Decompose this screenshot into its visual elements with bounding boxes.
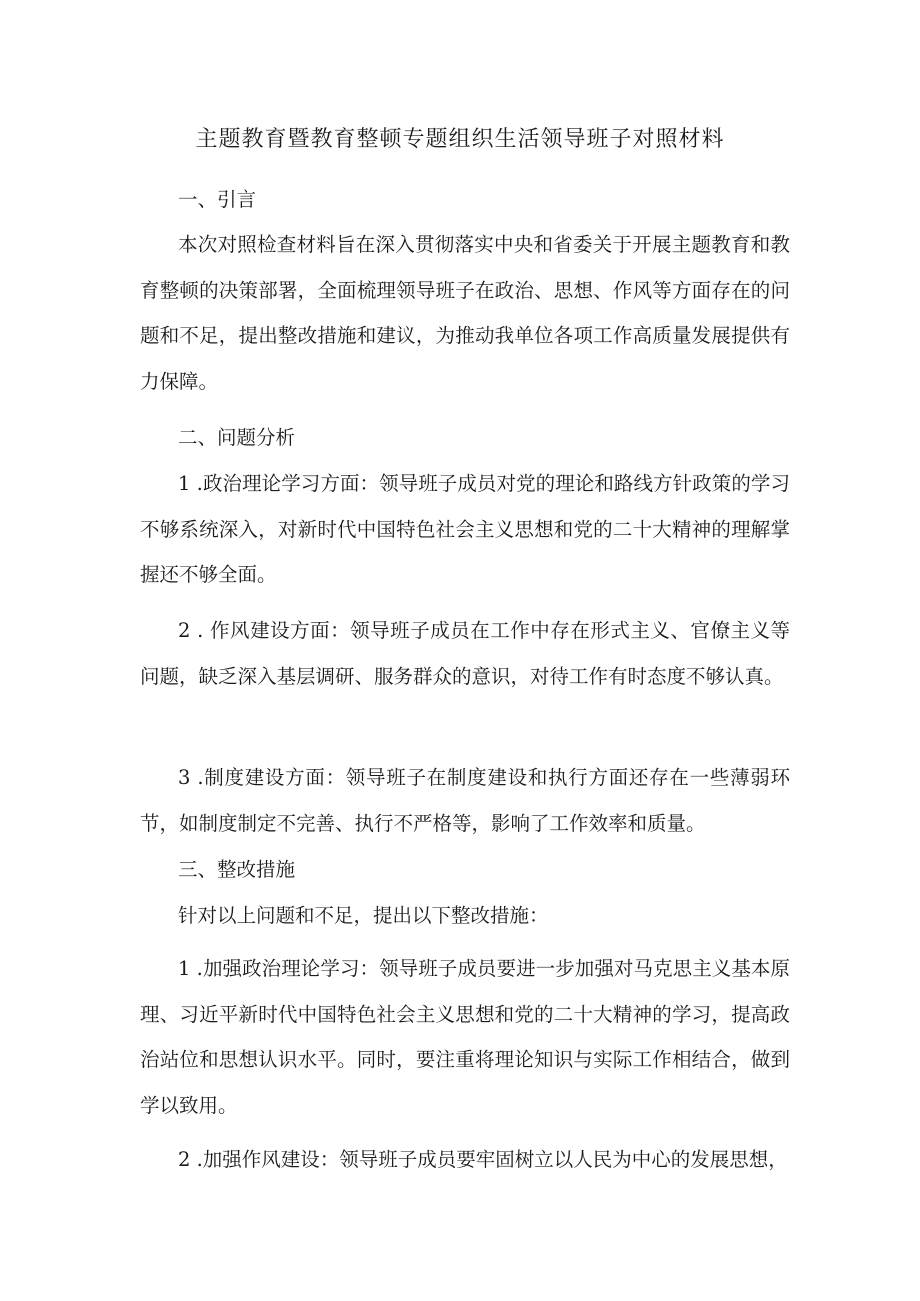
introduction-paragraph: 本次对照检查材料旨在深入贯彻落实中央和省委关于开展主题教育和教育整顿的决策部署，全面梳理领导班子在政治、思想、作风等方面存在的问题和不足，提出整改措施和建议，为推动我单位各项工作高质量发展提供有力保障。: [140, 233, 790, 393]
problem-item-political-theory: 1 .政治理论学习方面：领导班子成员对党的理论和路线方针政策的学习不够系统深入，对新时代中国特色社会主义思想和党的二十大精神的理解掌握还不够全面。: [140, 472, 790, 586]
measure-item-political-study: 1 .加强政治理论学习：领导班子成员要进一步加强对马克思主义基本原理、习近平新时代中国特色社会主义思想和党的二十大精神的学习，提高政治站位和思想认识水平。同时，要注重将理论知识与实际工作相结合，做到学以致用。: [140, 957, 790, 1117]
problem-item-work-style: 2 . 作风建设方面：领导班子成员在工作中存在形式主义、官僚主义等问题，缺乏深入基层调研、服务群众的意识，对待工作有时态度不够认真。: [140, 619, 790, 688]
rectification-intro: 针对以上问题和不足，提出以下整改措施：: [178, 904, 549, 927]
section-heading-introduction: 一、引言: [178, 188, 257, 211]
document-title: 主题教育暨教育整顿专题组织生活领导班子对照材料: [195, 127, 725, 152]
section-heading-rectification-measures: 三、整改措施: [178, 858, 296, 881]
measure-item-work-style: 2 .加强作风建设：领导班子成员要牢固树立以人民为中心的发展思想，: [178, 1148, 788, 1171]
problem-item-institution-building: 3 .制度建设方面：领导班子在制度建设和执行方面还存在一些薄弱环节，如制度制定不完善、执行不严格等，影响了工作效率和质量。: [140, 766, 790, 835]
section-heading-problem-analysis: 二、问题分析: [178, 426, 296, 449]
